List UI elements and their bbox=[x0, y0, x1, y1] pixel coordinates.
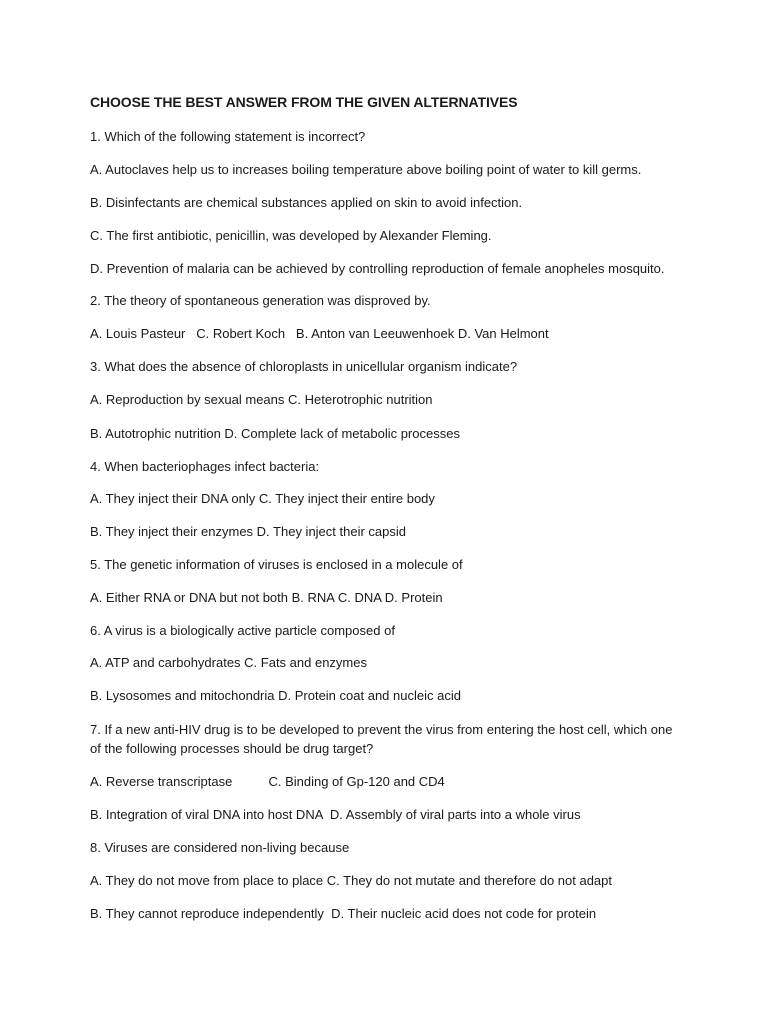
question-8-options-ac: A. They do not move from place to place C. They do not mutate and therefore do not adapt bbox=[90, 873, 613, 888]
question-1-option-d: D. Prevention of malaria can be achieved by controlling reproduction of female anopheles mosquito. bbox=[90, 261, 665, 276]
question-2-options: A. Louis Pasteur C. Robert Koch B. Anton van Leeuwenhoek D. Van Helmont bbox=[90, 326, 549, 341]
question-6: 6. A virus is a biologically active particle composed of bbox=[90, 623, 395, 638]
question-8-options-bd: B. They cannot reproduce independently D. Their nucleic acid does not code for protein bbox=[90, 906, 597, 921]
question-6-options-ac: A. ATP and carbohydrates C. Fats and enzymes bbox=[90, 655, 367, 670]
question-1-option-a: A. Autoclaves help us to increases boiling temperature above boiling point of water to kill germs. bbox=[90, 162, 642, 177]
question-6-options-bd: B. Lysosomes and mitochondria D. Protein coat and nucleic acid bbox=[90, 688, 461, 703]
question-3-options-bd: B. Autotrophic nutrition D. Complete lack of metabolic processes bbox=[90, 426, 460, 441]
question-3: 3. What does the absence of chloroplasts in unicellular organism indicate? bbox=[90, 359, 518, 374]
page-heading: CHOOSE THE BEST ANSWER FROM THE GIVEN ALTERNATIVES bbox=[90, 94, 518, 110]
question-1-option-c: C. The first antibiotic, penicillin, was developed by Alexander Fleming. bbox=[90, 228, 492, 243]
question-8: 8. Viruses are considered non-living because bbox=[90, 840, 350, 855]
question-4: 4. When bacteriophages infect bacteria: bbox=[90, 459, 320, 474]
question-1: 1. Which of the following statement is incorrect? bbox=[90, 129, 366, 144]
question-4-options-bd: B. They inject their enzymes D. They inject their capsid bbox=[90, 524, 406, 539]
question-7-options-bd: B. Integration of viral DNA into host DNA D. Assembly of viral parts into a whole virus bbox=[90, 807, 581, 822]
question-1-option-b: B. Disinfectants are chemical substances applied on skin to avoid infection. bbox=[90, 195, 523, 210]
question-7: 7. If a new anti-HIV drug is to be developed to prevent the virus from entering the host cell, which one of the following processes should be drug target? bbox=[90, 722, 673, 756]
question-2: 2. The theory of spontaneous generation was disproved by. bbox=[90, 293, 431, 308]
question-5: 5. The genetic information of viruses is enclosed in a molecule of bbox=[90, 557, 463, 572]
question-7-options-ac: A. Reverse transcriptase C. Binding of Gp-120 and CD4 bbox=[90, 774, 445, 789]
question-4-options-ac: A. They inject their DNA only C. They inject their entire body bbox=[90, 491, 435, 506]
question-5-options: A. Either RNA or DNA but not both B. RNA C. DNA D. Protein bbox=[90, 590, 443, 605]
question-3-options-ac: A. Reproduction by sexual means C. Heterotrophic nutrition bbox=[90, 392, 433, 407]
